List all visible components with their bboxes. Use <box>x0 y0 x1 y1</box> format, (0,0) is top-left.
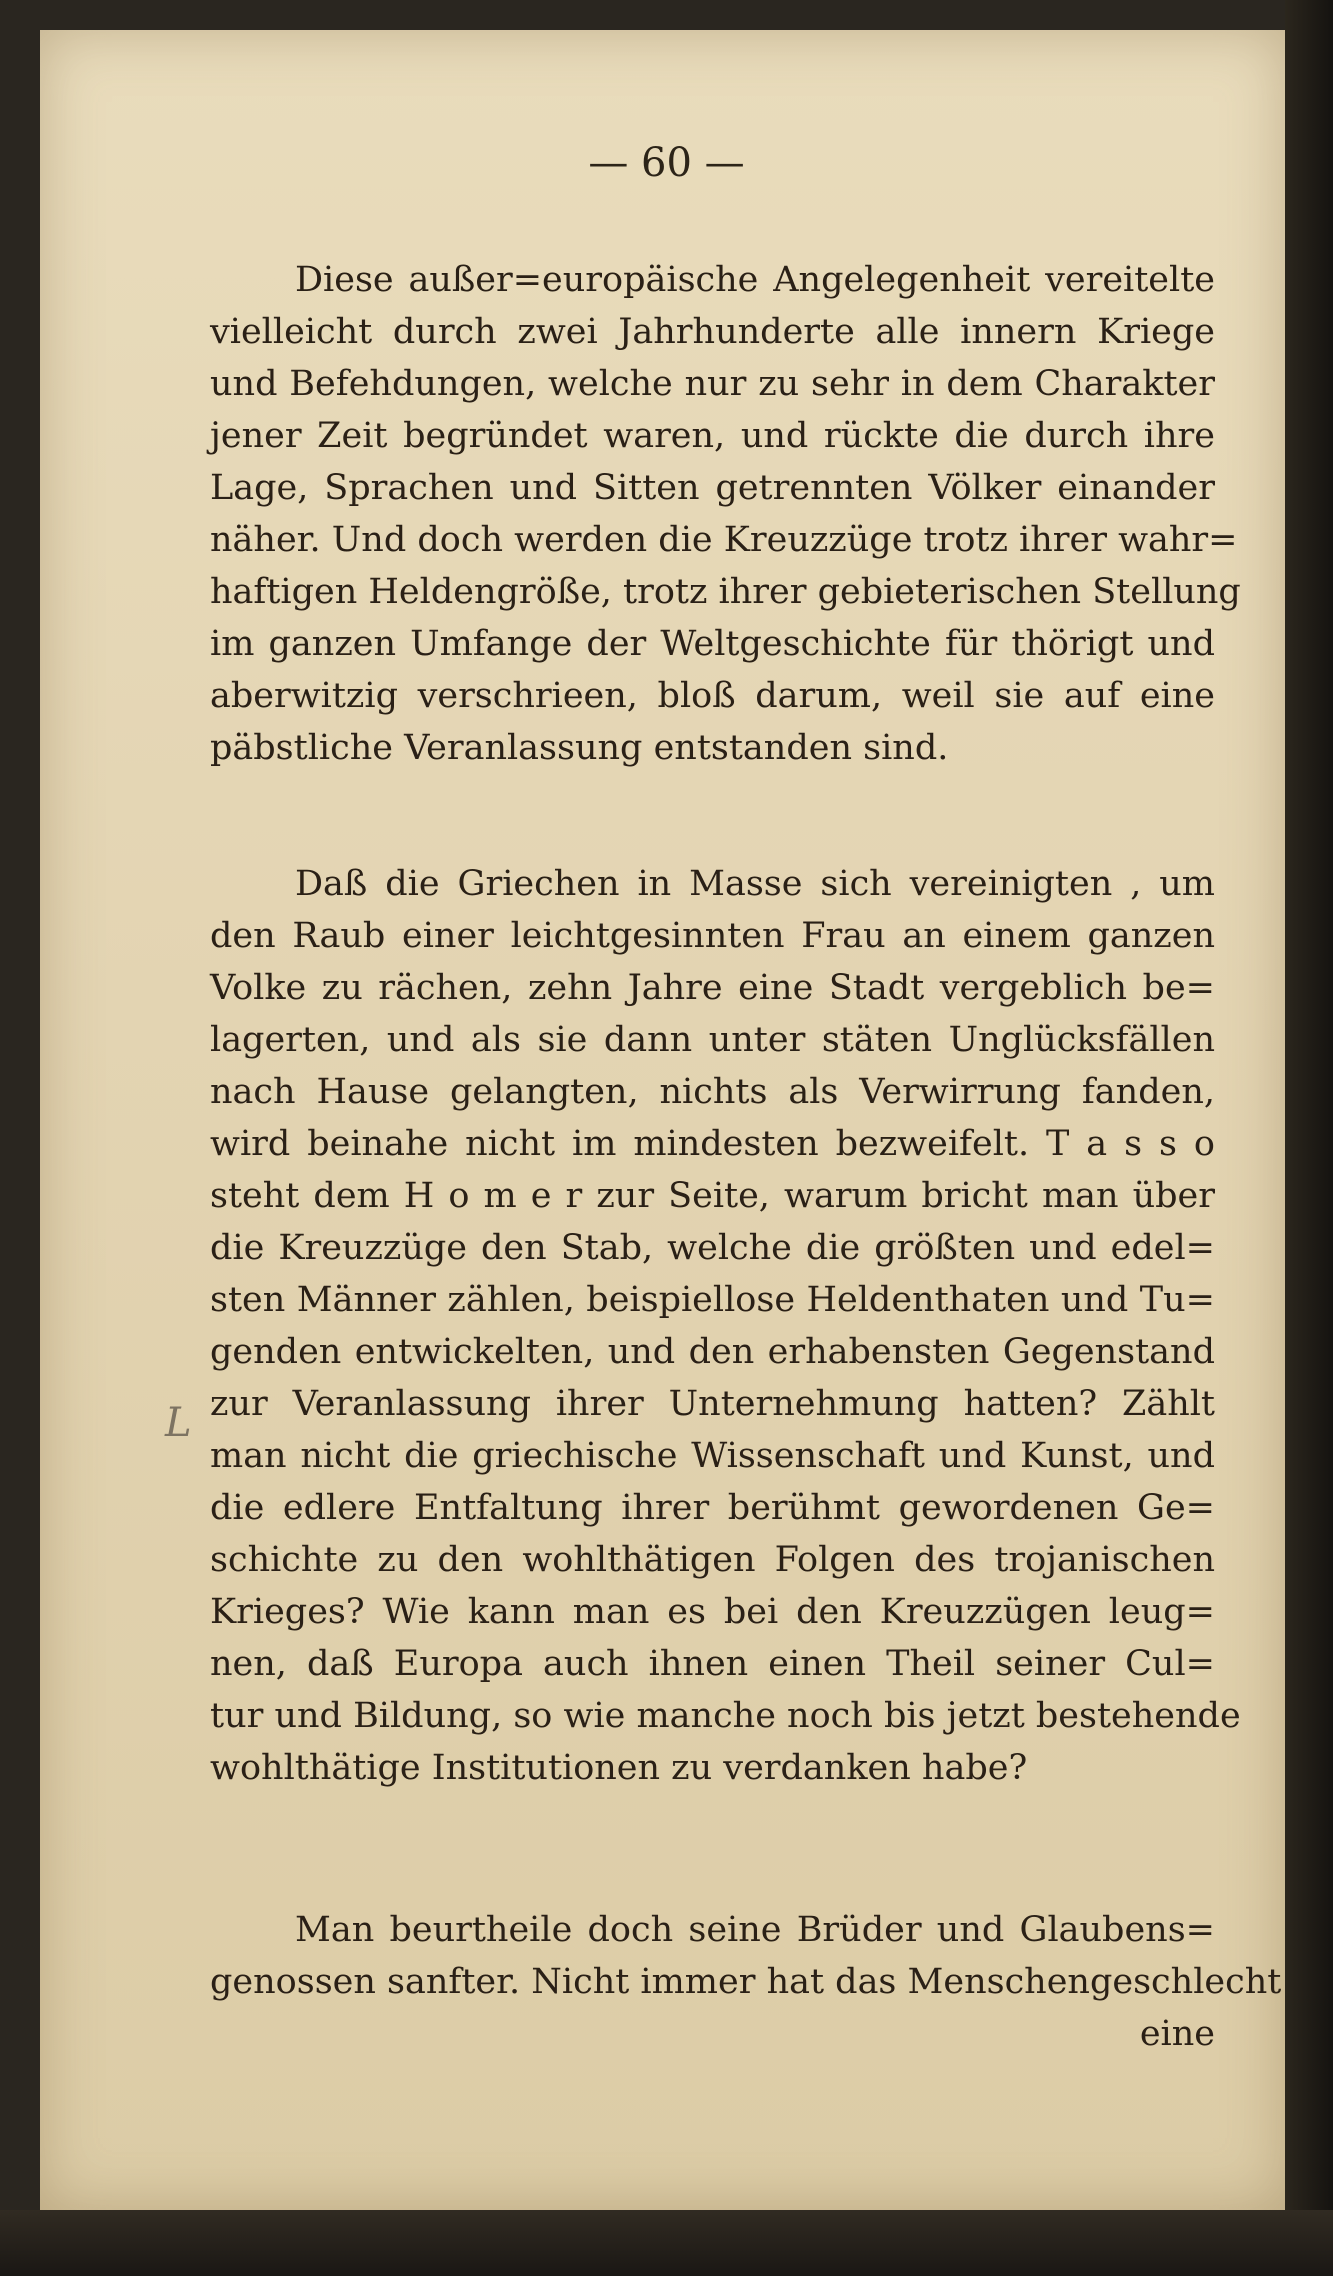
text-line: genden entwickelten, und den erhabensten Gegenstand <box>210 1332 1215 1372</box>
text-line: nach Hause gelangten, nichts als Verwirrung fanden, <box>210 1072 1215 1112</box>
text-line: lagerten, und als sie dann unter stäten Unglücksfällen <box>210 1020 1215 1060</box>
catchword: eine <box>1139 2014 1215 2054</box>
text-line: Lage, Sprachen und Sitten getrennten Völker einander <box>210 468 1215 508</box>
text-line: genossen sanfter. Nicht immer hat das Menschengeschlecht <box>210 1962 1282 2002</box>
text-line: wird beinahe nicht im mindesten bezweifelt. T a s s o <box>210 1124 1215 1164</box>
text-line: sten Männer zählen, beispiellose Heldenthaten und Tu= <box>210 1280 1215 1320</box>
scan-edge-right <box>1285 0 1333 2276</box>
text-line: Daß die Griechen in Masse sich vereinigten , um <box>295 864 1215 904</box>
text-line: tur und Bildung, so wie manche noch bis jetzt bestehende <box>210 1696 1241 1736</box>
text-line: die edlere Entfaltung ihrer berühmt gewordenen Ge= <box>210 1488 1215 1528</box>
text-line: näher. Und doch werden die Kreuzzüge trotz ihrer wahr= <box>210 520 1238 560</box>
text-line: Man beurtheile doch seine Brüder und Glaubens= <box>295 1910 1215 1950</box>
text-line: haftigen Heldengröße, trotz ihrer gebieterischen Stellung <box>210 572 1241 612</box>
text-line: die Kreuzzüge den Stab, welche die größten und edel= <box>210 1228 1215 1268</box>
text-line: wohlthätige Institutionen zu verdanken habe? <box>210 1748 1028 1788</box>
text-line: Diese außer=europäische Angelegenheit vereitelte <box>295 260 1215 300</box>
paragraph-3 <box>210 1904 1282 2060</box>
margin-pencil-mark: L <box>165 1400 192 1446</box>
paragraph-2 <box>210 858 1241 1794</box>
paragraph-1 <box>210 254 1241 774</box>
text-line: steht dem H o m e r zur Seite, warum bricht man über <box>210 1176 1215 1216</box>
text-line: im ganzen Umfange der Weltgeschichte für thörigt und <box>210 624 1215 664</box>
text-line: schichte zu den wohlthätigen Folgen des trojanischen <box>210 1540 1215 1580</box>
text-line: Krieges? Wie kann man es bei den Kreuzzügen leug= <box>210 1592 1215 1632</box>
text-line: jener Zeit begründet waren, und rückte die durch ihre <box>210 416 1215 456</box>
text-line: päbstliche Veranlassung entstanden sind. <box>210 728 949 768</box>
text-line: Volke zu rächen, zehn Jahre eine Stadt vergeblich be= <box>210 968 1215 1008</box>
text-line: und Befehdungen, welche nur zu sehr in dem Charakter <box>210 364 1215 404</box>
page-number: — 60 — <box>588 140 745 186</box>
text-line: aberwitzig verschrieen, bloß darum, weil sie auf eine <box>210 676 1215 716</box>
scan-edge-bottom <box>0 2210 1333 2276</box>
text-line: nen, daß Europa auch ihnen einen Theil seiner Cul= <box>210 1644 1215 1684</box>
text-line: den Raub einer leichtgesinnten Frau an einem ganzen <box>210 916 1215 956</box>
text-line: man nicht die griechische Wissenschaft und Kunst, und <box>210 1436 1215 1476</box>
text-line: vielleicht durch zwei Jahrhunderte alle innern Kriege <box>210 312 1215 352</box>
text-line: zur Veranlassung ihrer Unternehmung hatten? Zählt <box>210 1384 1215 1424</box>
